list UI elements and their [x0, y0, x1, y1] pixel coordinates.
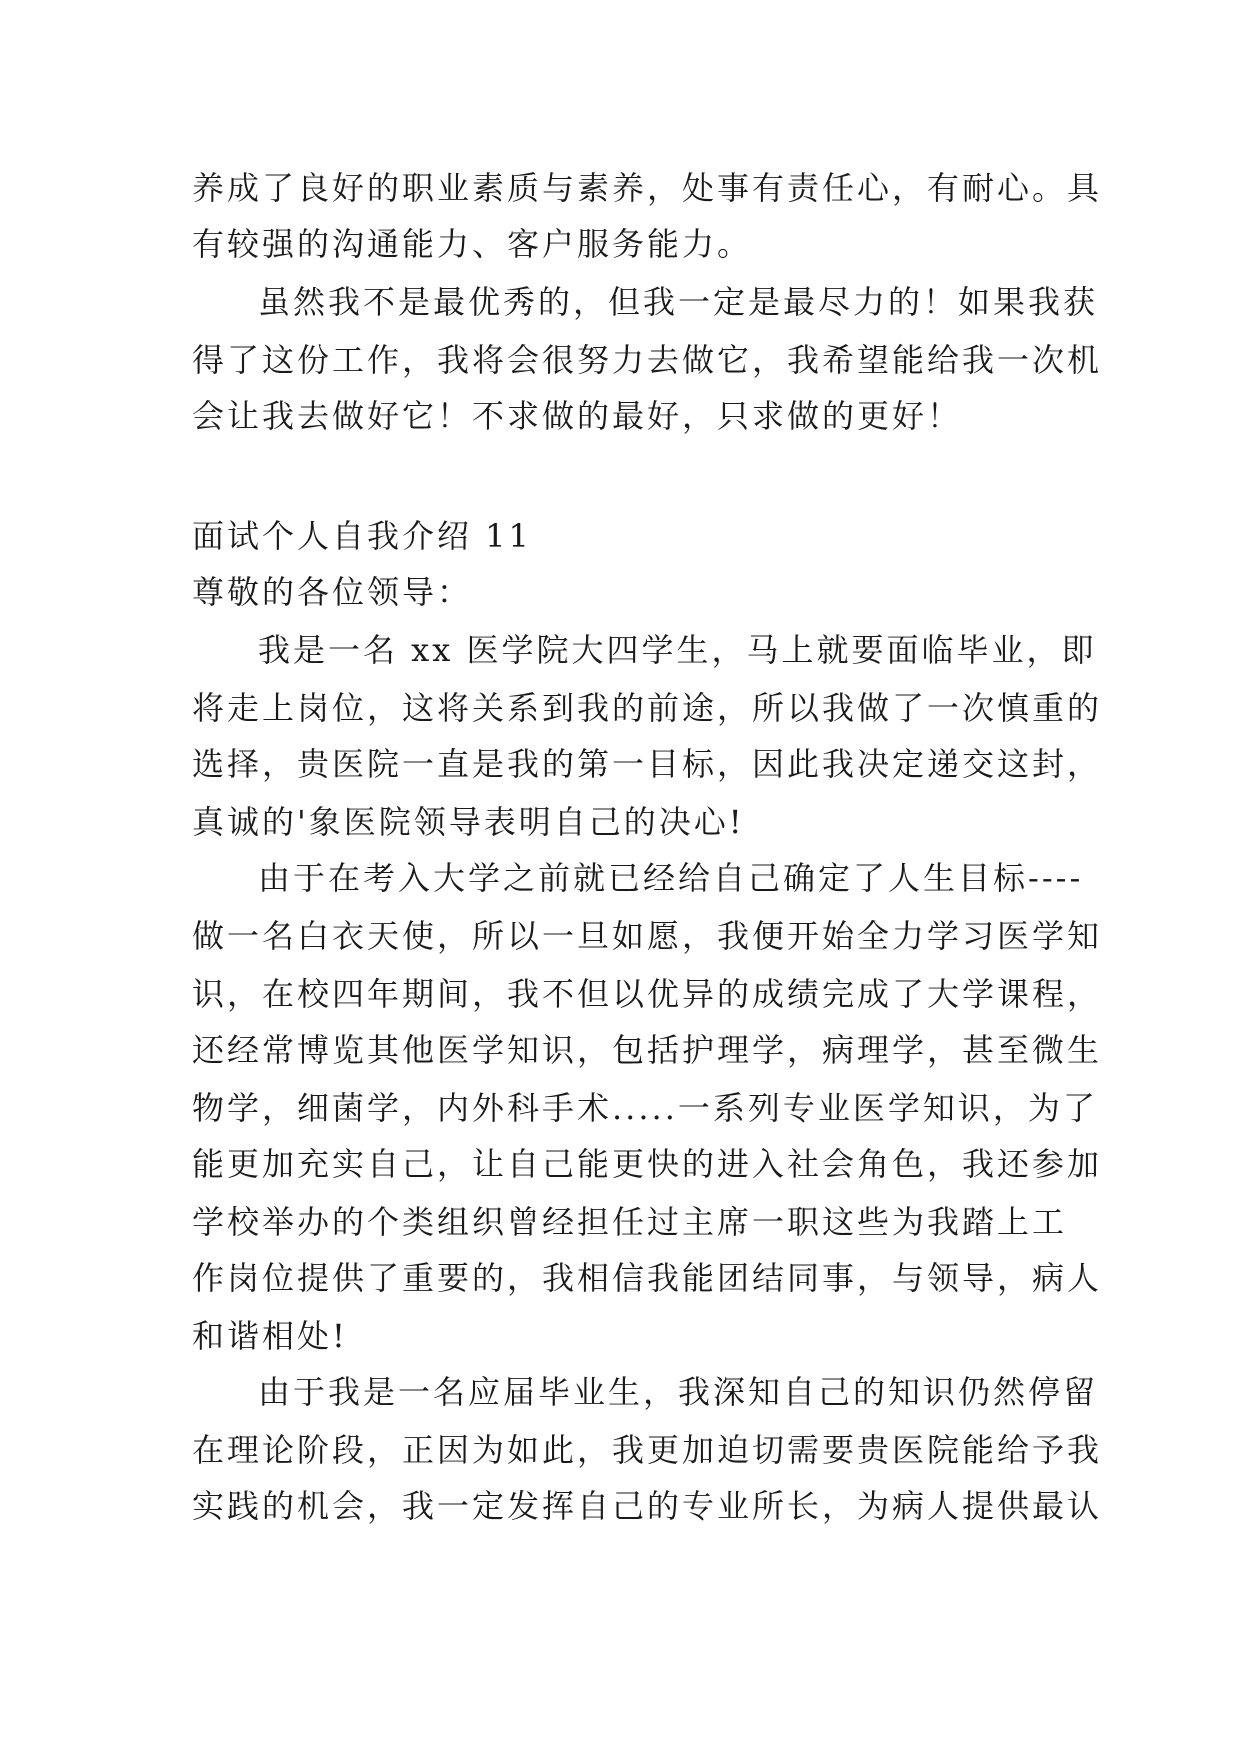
text-line: 还经常博览其他医学知识，包括护理学，病理学，甚至微生: [192, 1031, 1103, 1069]
text-line: 在理论阶段，正因为如此，我更加迫切需要贵医院能给予我: [192, 1431, 1103, 1469]
text-line: 虽然我不是最优秀的，但我一定是最尽力的！如果我获: [258, 283, 1099, 321]
text-line: 和谐相处!: [192, 1317, 348, 1355]
text-line: 有较强的沟通能力、客户服务能力。: [192, 225, 753, 263]
text-line: 真诚的'象医院领导表明自己的决心!: [192, 803, 745, 841]
text-line: 会让我去做好它！不求做的最好，只求做的更好！: [192, 397, 963, 435]
text-line: 我是一名 xx 医学院大四学生，马上就要面临毕业，即: [258, 631, 1097, 669]
text-line: 选择，贵医院一直是我的第一目标，因此我决定递交这封，: [192, 745, 1103, 783]
text-line: 由于在考入大学之前就已经给自己确定了人生目标----: [258, 859, 1084, 897]
text-line: 作岗位提供了重要的，我相信我能团结同事，与领导，病人: [192, 1259, 1103, 1297]
text-line: 将走上岗位，这将关系到我的前途，所以我做了一次慎重的: [192, 689, 1103, 727]
text-line: 由于我是一名应届毕业生，我深知自己的知识仍然停留: [258, 1373, 1099, 1411]
section-title: 面试个人自我介绍 11: [192, 517, 532, 555]
salutation: 尊敬的各位领导：: [192, 573, 473, 611]
text-line: 实践的机会，我一定发挥自己的专业所长，为病人提供最认: [192, 1487, 1103, 1525]
text-line: 做一名白衣天使，所以一旦如愿，我便开始全力学习医学知: [192, 917, 1103, 955]
text-line: 得了这份工作，我将会很努力去做它，我希望能给我一次机: [192, 341, 1103, 379]
text-line: 识，在校四年期间，我不但以优异的成绩完成了大学课程，: [192, 975, 1103, 1013]
text-line: 学校举办的个类组织曾经担任过主席一职这些为我踏上工: [192, 1203, 1068, 1241]
text-line: 养成了良好的职业素质与素养，处事有责任心，有耐心。具: [192, 169, 1103, 207]
text-line: 能更加充实自己，让自己能更快的进入社会角色，我还参加: [192, 1145, 1103, 1183]
text-line: 物学，细菌学，内外科手术.....一系列专业医学知识，为了: [192, 1089, 1098, 1127]
